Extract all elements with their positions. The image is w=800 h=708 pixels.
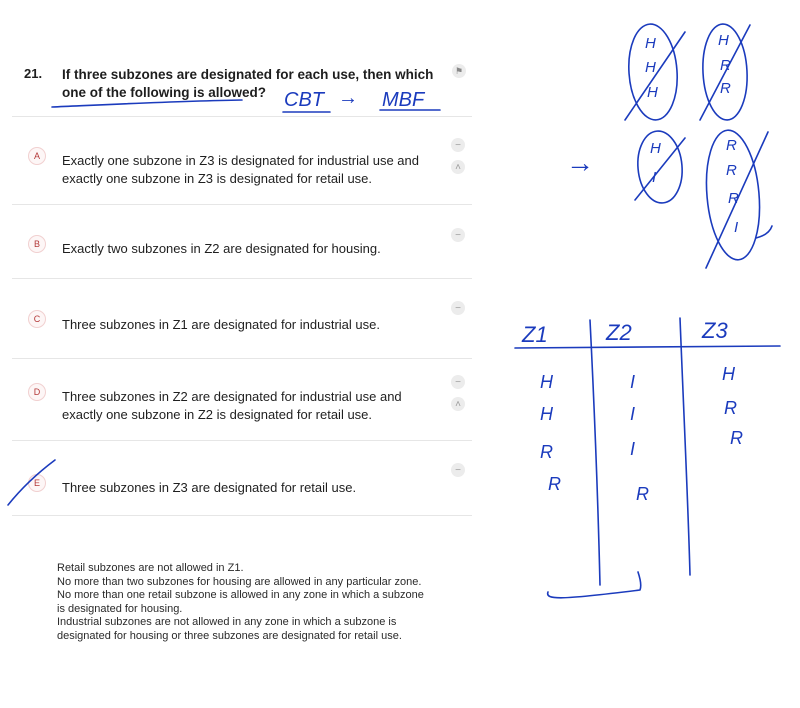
option-text-a[interactable]: Exactly one subzone in Z3 is designated for industrial use and exactly one subzone in Z3 is designated for retail use. bbox=[62, 153, 419, 186]
z2-cell: I bbox=[630, 404, 636, 424]
z3-cell: R bbox=[724, 398, 737, 418]
annot-arrow: → bbox=[338, 87, 358, 109]
set2-item: R bbox=[720, 80, 731, 97]
minus-circle-icon[interactable]: − bbox=[451, 138, 465, 152]
option-text-e[interactable]: Three subzones in Z3 are designated for retail use. bbox=[62, 480, 357, 495]
option-text-b[interactable]: Exactly two subzones in Z2 are designated for housing. bbox=[62, 241, 381, 256]
option-letter-e[interactable]: E bbox=[28, 474, 46, 492]
rule-2: No more than two subzones for housing are allowed in any particular zone. bbox=[57, 575, 422, 588]
set1-item: H bbox=[645, 59, 656, 76]
z2-cell: R bbox=[636, 484, 649, 504]
question-number: 21. bbox=[24, 66, 43, 81]
table-header-z2: Z2 bbox=[606, 320, 632, 345]
table-hline bbox=[515, 346, 780, 348]
annot-mbf: MBF bbox=[382, 89, 425, 111]
set1-item: H bbox=[645, 35, 656, 52]
set3-item: I bbox=[652, 169, 657, 186]
chevron-up-icon[interactable]: ˄ bbox=[451, 397, 465, 411]
table-vline-1 bbox=[590, 320, 600, 585]
flag-icon[interactable]: ⚑ bbox=[452, 64, 466, 78]
z1-cell: H bbox=[540, 372, 553, 392]
z2-cell: I bbox=[630, 372, 636, 392]
bracket bbox=[548, 572, 641, 598]
minus-circle-icon[interactable]: − bbox=[451, 301, 465, 315]
option-letter-d[interactable]: D bbox=[28, 383, 46, 401]
option-e-strike bbox=[8, 460, 55, 505]
set4-item: R bbox=[726, 137, 737, 154]
option-letter-a[interactable]: A bbox=[28, 147, 46, 165]
option-text-d[interactable]: Three subzones in Z2 are designated for industrial use and exactly one subzone in Z2 is designated for retail use. bbox=[62, 389, 402, 422]
table-header-z1: Z1 bbox=[522, 322, 548, 347]
option-text-c[interactable]: Three subzones in Z1 are designated for industrial use. bbox=[62, 317, 380, 332]
z2-cell: I bbox=[630, 439, 636, 459]
minus-circle-icon[interactable]: − bbox=[451, 463, 465, 477]
z1-cell: R bbox=[548, 474, 561, 494]
minus-circle-icon[interactable]: − bbox=[451, 228, 465, 242]
set4-item: R bbox=[728, 190, 739, 207]
table-vline-2 bbox=[680, 318, 690, 575]
rule-1: Retail subzones are not allowed in Z1. bbox=[57, 562, 244, 574]
set4-item: R bbox=[726, 162, 737, 179]
question-underline bbox=[52, 100, 242, 107]
question-text: If three subzones are designated for each use, then which one of the following is allowed? bbox=[62, 67, 434, 100]
z3-cell: H bbox=[722, 364, 735, 384]
option-letter-c[interactable]: C bbox=[28, 310, 46, 328]
chevron-up-icon[interactable]: ˄ bbox=[451, 160, 465, 174]
z1-cell: R bbox=[540, 442, 553, 462]
rule-4: Industrial subzones are not allowed in any zone in which a subzone is designated for housing or three subzones are designated for retail use. bbox=[57, 616, 402, 642]
rule-3: No more than one retail subzone is allowed in any zone in which a subzone is designated for housing. bbox=[57, 589, 424, 615]
set4-item: I bbox=[734, 219, 739, 236]
annot-cbt: CBT bbox=[284, 89, 324, 111]
option-letter-b[interactable]: B bbox=[28, 235, 46, 253]
table-header-z3: Z3 bbox=[702, 318, 728, 343]
set2-item: R bbox=[720, 57, 731, 74]
set2-item: H bbox=[718, 32, 729, 49]
annot-pointer: → bbox=[566, 147, 594, 178]
z1-cell: H bbox=[540, 404, 553, 424]
set1-item: H bbox=[647, 84, 658, 101]
minus-circle-icon[interactable]: − bbox=[451, 375, 465, 389]
z3-cell: R bbox=[730, 428, 743, 448]
set3-item: H bbox=[650, 140, 661, 157]
